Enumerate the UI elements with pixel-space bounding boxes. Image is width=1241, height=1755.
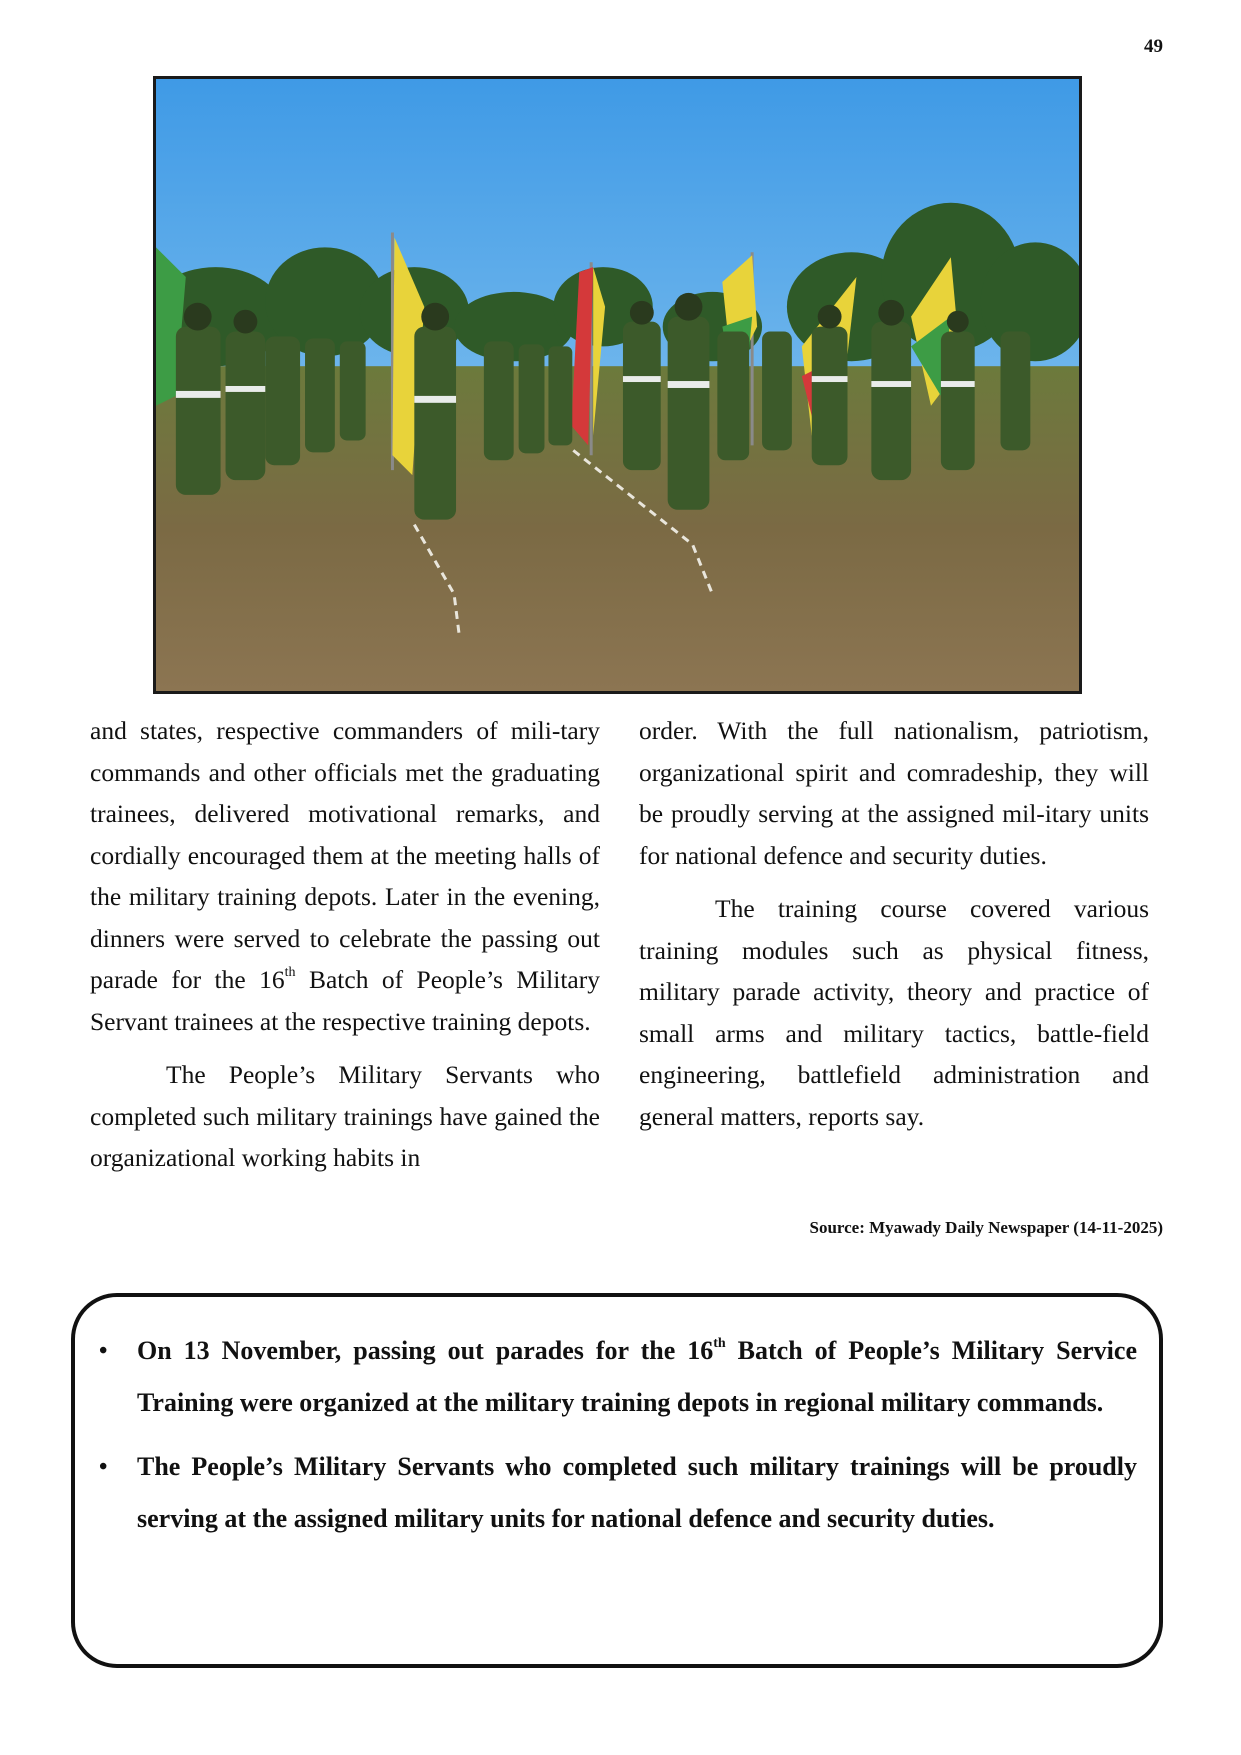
parade-photo [153, 76, 1082, 694]
bullet-icon: • [99, 1338, 108, 1364]
ordinal-suffix: th [284, 965, 296, 980]
highlights-list [75, 1297, 1159, 1545]
article-right-column [639, 710, 1149, 1137]
source-citation: Source: Myawady Daily Newspaper (14-11-2025) [809, 1218, 1163, 1237]
right-paragraph-1: order. With the full nationalism, patriotism, organizational spirit and comradeship, they will be proudly serving at the assigned mil-itary units for national defence and security duties. [639, 716, 1149, 870]
parade-photo-illustration [156, 79, 1079, 691]
bullet-icon: • [99, 1454, 108, 1480]
highlight-item [99, 1441, 1137, 1545]
article-left-column [90, 710, 600, 1179]
page-number: 49 [1144, 36, 1163, 57]
highlight-1-text-a: On 13 November, passing out parades for the 16 [137, 1336, 714, 1365]
highlight-2-text: The People’s Military Servants who completed such military trainings will be proudly serving at the assigned military units for national defence and security duties. [137, 1452, 1137, 1533]
highlight-1-text-b: Batch of People’s Military Service Training were organized at the military training depots in regional military commands. [137, 1336, 1137, 1417]
left-paragraph-2: The People’s Military Servants who completed such military trainings have gained the organizational working habits in [90, 1060, 600, 1172]
highlight-item [99, 1325, 1137, 1429]
left-paragraph-1-text-a: and states, respective commanders of mili-tary commands and other officials met the graduating trainees, delivered motivational remarks, and cordially encouraged them at the meeting halls of the military training depots. Later in the evening, dinners were served to celebrate the passing out parade for the 16 [90, 716, 600, 994]
right-paragraph-2: The training course covered various training modules such as physical fitness, military parade activity, theory and practice of small arms and military tactics, battle-field engineering, battlefield administration and general matters, reports say. [639, 894, 1149, 1131]
left-paragraph-1-text-b: Batch of People’s Military Servant trainees at the respective training depots. [90, 965, 600, 1036]
highlights-box [71, 1293, 1163, 1668]
ordinal-suffix: th [713, 1336, 726, 1351]
left-paragraph-1 [90, 710, 600, 1042]
